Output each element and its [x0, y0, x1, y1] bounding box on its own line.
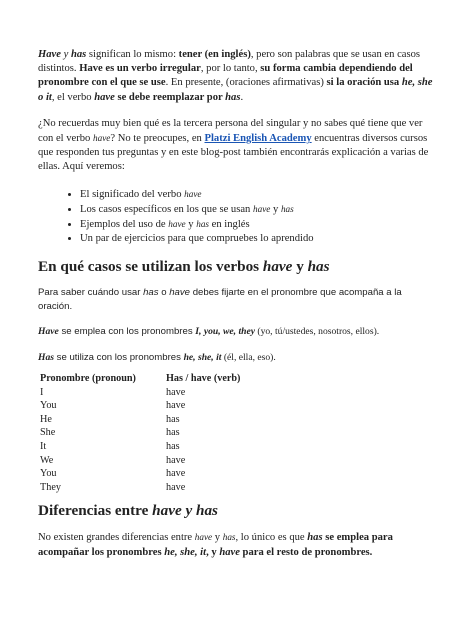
pronoun-cell: She: [40, 427, 56, 439]
heading-text: Diferencias entre: [38, 502, 153, 520]
text-span: se utiliza con los pronombres: [54, 351, 184, 363]
verb-cell: has: [166, 441, 180, 453]
text-italic: have: [194, 532, 213, 543]
pronoun-cell: You: [40, 468, 57, 480]
verb-cell: have: [166, 400, 186, 412]
pronoun-cell: He: [40, 413, 52, 425]
pronoun-table: [40, 372, 240, 494]
text-span: . En presente, (oraciones afirmativas): [165, 77, 327, 89]
text-bold-italic: has: [307, 532, 323, 544]
text-italic: have: [184, 188, 202, 199]
text-span: Ejemplos del uso de: [80, 219, 169, 231]
list-item: [80, 202, 438, 217]
text-span: (yo, tú/ustedes, nosotros, ellos).: [255, 326, 380, 338]
text-span: .: [240, 91, 244, 103]
text-span: Para saber cuándo usar: [38, 287, 144, 299]
table-row: [40, 467, 240, 481]
text-italic: has: [196, 219, 209, 230]
list-item: [80, 187, 438, 202]
text-italic: have: [93, 133, 111, 144]
pronoun-cell: They: [40, 481, 61, 493]
pronoun-cell: You: [40, 400, 57, 412]
intro-paragraph: [38, 48, 438, 105]
context-paragraph: [38, 117, 438, 175]
text-span: No existen grandes diferencias entre: [38, 532, 195, 544]
text-span: o: [158, 287, 170, 299]
text-span: ? No te preocupes, en: [110, 133, 205, 145]
text-span: , pero son palabras que se usan en casos distintos.: [38, 49, 421, 75]
text-bold: se emplea para acompañar los pronombres: [38, 532, 393, 558]
heading-italic: has: [307, 258, 330, 276]
verb-cell: have: [166, 481, 186, 493]
text-span: se emplea con los pronombres: [58, 326, 196, 338]
column-header: Pronombre (pronoun): [40, 373, 136, 385]
column-header: Has / have (verb): [166, 373, 241, 385]
text-bold-italic: I, you, we, they: [195, 326, 255, 338]
text-span: Los casos específicos en los que se usan: [80, 203, 253, 215]
table-row: [40, 454, 240, 468]
topics-list: [38, 187, 438, 247]
text-italic: have: [169, 287, 191, 299]
text-span: y: [212, 532, 223, 544]
text-span: , lo único es que: [235, 532, 308, 544]
table-row: [40, 413, 240, 427]
verb-cell: has: [166, 413, 180, 425]
text-has: has: [70, 49, 87, 60]
pronoun-cell: I: [40, 386, 44, 398]
text-bold: su forma cambia dependiendo del pronombre con el que se use: [38, 63, 413, 89]
text-span: El significado del verbo: [80, 188, 185, 200]
text-span: debes fijarte en el pronombre que acompaña a la oración.: [38, 287, 402, 312]
verb-cell: have: [166, 454, 186, 466]
text-bold-italic: have: [94, 91, 115, 103]
text-span: en inglés: [208, 219, 250, 231]
usage-paragraph: [38, 286, 438, 313]
pronoun-cell: We: [40, 454, 54, 466]
text-span: y: [185, 219, 197, 231]
text-span: significan lo mismo:: [86, 49, 179, 60]
table-header-row: [40, 372, 240, 386]
pronoun-cell: It: [40, 441, 47, 453]
heading-italic: have: [262, 258, 293, 276]
text-italic: have: [168, 219, 186, 230]
table-row: [40, 399, 240, 413]
text-have: Have: [38, 49, 61, 60]
list-item: [80, 217, 438, 232]
text-bold: se debe reemplazar por: [114, 91, 226, 103]
has-pronouns-paragraph: [38, 351, 438, 364]
text-span: encuentras diversos cursos que responden tus preguntas y en este blog-post también encontrarás explicación a varias de ellas. Aquí veremos:: [38, 133, 429, 173]
differences-paragraph: [38, 530, 438, 559]
text-bold-italic: have: [219, 546, 240, 558]
text-span: , el verbo: [51, 91, 95, 103]
text-span: , por lo tanto,: [200, 63, 261, 75]
text-bold: Have es un verbo irregular: [79, 63, 201, 75]
text-bold-italic: he, she, it: [164, 546, 207, 558]
text-bold-italic: he, she, it: [183, 351, 222, 363]
platzi-academy-link[interactable]: Platzi English Academy: [204, 133, 312, 145]
text-bold: para el resto de pronombres.: [239, 546, 373, 558]
document-page: [38, 48, 438, 572]
verb-cell: have: [166, 386, 186, 398]
text-italic: has: [222, 532, 236, 543]
text-bold-italic: he, she o it: [38, 77, 433, 103]
table-row: [40, 386, 240, 400]
text-bold-italic: Has: [38, 351, 54, 363]
text-italic: has: [143, 287, 159, 299]
text-bold: si la oración usa: [326, 77, 402, 89]
heading-text: y: [292, 258, 308, 276]
text-span: Un par de ejercicios para que compruebes lo aprendido: [80, 233, 314, 245]
text-italic: has: [280, 203, 294, 214]
have-pronouns-paragraph: [38, 325, 438, 338]
text-span: y: [270, 203, 281, 215]
text-bold: , y: [206, 546, 220, 558]
table-row: [40, 426, 240, 440]
heading-italic: have y has: [152, 502, 218, 520]
heading-text: En qué casos se utilizan los verbos: [38, 258, 263, 276]
text-span: (él, ella, eso).: [221, 351, 276, 363]
table-row: [40, 440, 240, 454]
text-bold-italic: Have: [38, 326, 59, 338]
table-row: [40, 481, 240, 495]
text-y: y: [60, 49, 71, 60]
verb-cell: have: [166, 468, 186, 480]
verb-cell: has: [166, 427, 180, 439]
text-bold: tener (en inglés): [178, 49, 251, 60]
list-item: [80, 232, 438, 246]
text-italic: have: [253, 203, 271, 214]
section-heading-differences: [38, 502, 438, 520]
section-heading-usage: [38, 258, 438, 276]
text-span: ¿No recuerdas muy bien qué es la tercera persona del singular y no sabes qué tiene que ver con el verbo: [38, 117, 423, 145]
text-bold-italic: has: [225, 91, 241, 103]
